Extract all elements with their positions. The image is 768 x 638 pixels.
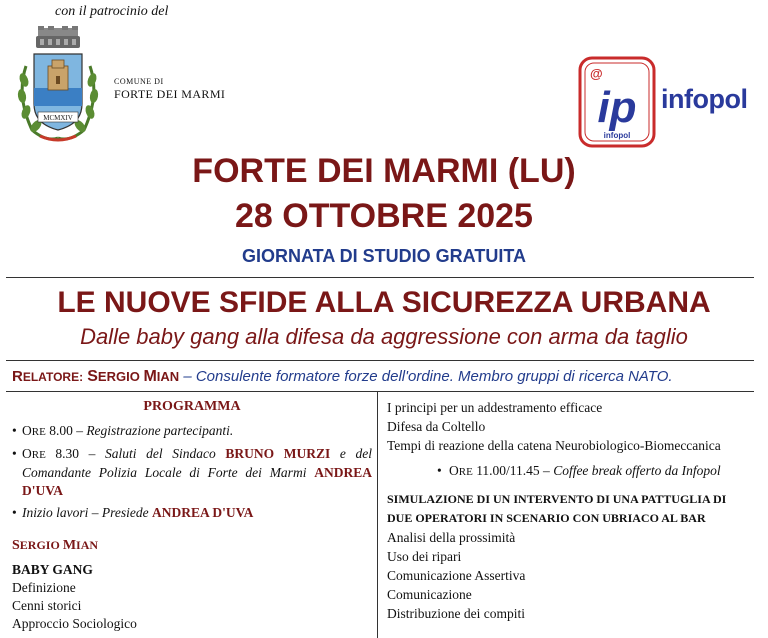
comune-small: COMUNE DI [114, 77, 164, 86]
divider [6, 360, 754, 361]
svg-text:@: @ [590, 66, 603, 81]
topic-item: Tempi di reazione della catena Neurobiologico-Biomeccanica [387, 438, 721, 453]
infopol-wordmark: infopol [661, 84, 748, 114]
program-item-registrazione: • ORE 8.00 – Registrazione partecipanti. [12, 422, 372, 441]
topic-item: Approccio Sociologico [12, 616, 137, 631]
relatore-line [12, 368, 673, 386]
program-item-coffee: • ORE 11.00/11.45 – Coffee break offerto da Infopol [437, 461, 747, 482]
divider [6, 391, 754, 392]
section-simulazione: SIMULAZIONE DI UN INTERVENTO DI UNA PATTUGLIA DI DUE OPERATORI IN SCENARIO CON UBRIACO AL BAR [387, 492, 727, 525]
programma-column [12, 398, 372, 633]
topic-item: Comunicazione [387, 587, 472, 602]
program-item-saluti: • ORE 8.30 – Saluti del Sindaco BRUNO MURZI e del Comandante Polizia Locale di Forte dei Marmi ANDREA D'UVA [12, 445, 372, 500]
infopol-ip-logo [578, 56, 656, 148]
topic-item: I principi per un addestramento efficace [387, 400, 603, 415]
comune-crest-logo [12, 26, 104, 148]
speaker-heading: SERGIO MIAN [12, 538, 99, 553]
divider [6, 277, 754, 278]
topic-item: Comunicazione Assertiva [387, 568, 526, 583]
title-location: FORTE DEI MARMI (LU) [192, 152, 576, 190]
column-divider [377, 392, 378, 638]
topic-item: Distribuzione dei compiti [387, 606, 525, 621]
programma-title: PROGRAMMA [143, 399, 241, 414]
topic-item: Uso dei ripari [387, 549, 462, 564]
main-title: LE NUOVE SFIDE ALLA SICUREZZA URBANA [57, 286, 711, 319]
relatore-description: – Consulente formatore forze dell'ordine. Membro gruppi di ricerca NATO. [183, 368, 673, 385]
topic-item: Difesa da Coltello [387, 419, 486, 434]
topic-item: Definizione [12, 580, 76, 595]
relatore-label: RELATORE: [12, 368, 84, 385]
ip-letters: ip [597, 83, 637, 132]
crest-year: MCMXIV [43, 114, 73, 122]
section-baby-gang: BABY GANG [12, 562, 93, 577]
topic-item: Analisi della prossimità [387, 530, 516, 545]
main-subtitle: Dalle baby gang alla difesa da aggressione con arma da taglio [80, 324, 688, 349]
title-giornata: GIORNATA DI STUDIO GRATUITA [242, 246, 526, 266]
program-item-inizio: • Inizio lavori – Presiede ANDREA D'UVA [12, 504, 372, 522]
topic-item: Cenni storici [12, 598, 82, 613]
patrocinio-text: con il patrocinio del [55, 4, 169, 19]
right-column [387, 398, 747, 623]
title-date: 28 OTTOBRE 2025 [235, 197, 533, 235]
comune-label [114, 76, 225, 100]
relatore-name: SERGIO MIAN [87, 368, 180, 385]
comune-name: FORTE DEI MARMI [114, 87, 226, 101]
ip-sub: infopol [603, 131, 631, 140]
